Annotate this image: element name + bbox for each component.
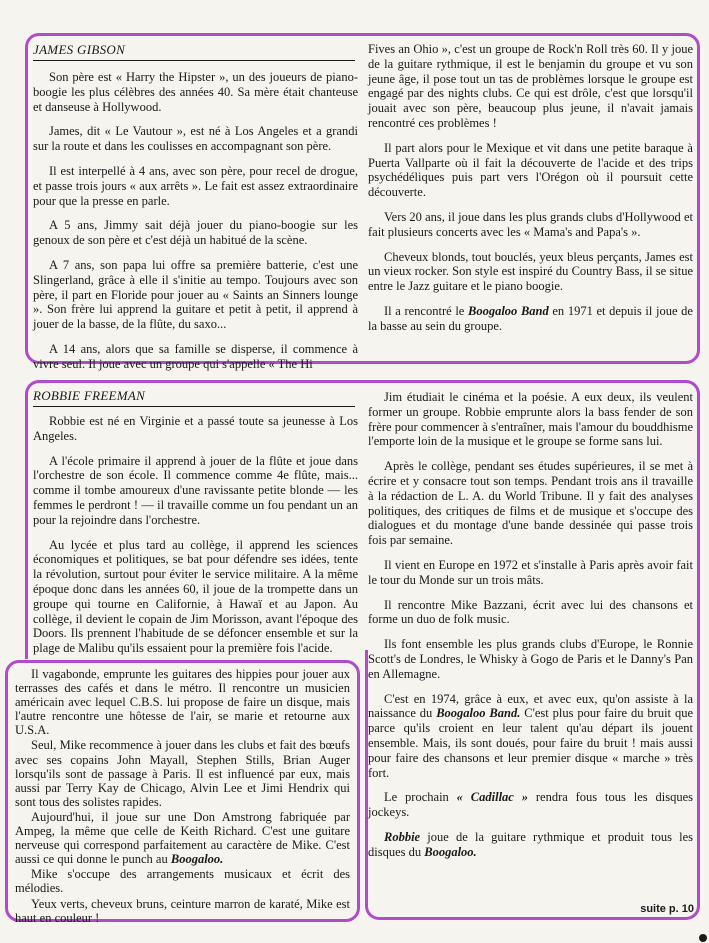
person-name: Robbie bbox=[384, 829, 421, 844]
text: C'est plus pour faire du bruit que parce qu'ils croient en leur talent qu'au départ ils jouent ensemble. Mais, ils sont doués, pour faire du bruit ! mais aussi pour faire des chansons et leur premier disque « marche » très fort. bbox=[368, 706, 693, 780]
paragraph: Cheveux blonds, tout bouclés, yeux bleus perçants, James est un vieux rocker. Son style est inspiré du Country Bass, il se situe entre le Jazz guitare et le piano boogie. bbox=[368, 249, 693, 294]
paragraph: Il part alors pour le Mexique et vit dans une petite baraque à Puerta Vallparte où il fait la découverte de l'acide et des trips psychédéliques puis part vers l'Orégon où il poursuit cette découverte. bbox=[368, 140, 693, 200]
paragraph bbox=[15, 810, 350, 866]
paragraph: A 5 ans, Jimmy sait déjà jouer du piano-boogie sur les genoux de son père et c'est déjà un habitué de la scène. bbox=[33, 218, 358, 248]
continued-note: suite p. 10 bbox=[640, 903, 694, 915]
paragraph: A l'école primaire il apprend à jouer de la flûte et joue dans l'orchestre de son école. Il commence comme 4e flûte, mais... comme il tombe amoureux d'une ravissante petite blonde — les femmes le perdront ! — il travaille comme un fou pendant un an pour la rejoindre dans l'orchestre. bbox=[33, 453, 358, 527]
freeman-right-column bbox=[368, 390, 693, 870]
text: C'est en 1974, grâce à eux, et avec eux, qu'on assiste à la naissance du bbox=[368, 691, 693, 721]
paragraph: Au lycée et plus tard au collège, il apprend les sciences économiques et politiques, se bat pour défendre ses idées, tente la révolution, surtout pour éviter le service militaire. A la même époque donc dans les années 60, il joue de la trompette dans un groupe qui tourne en Californie, à Hawaï et au Japon. Au collège, il devient le copain de Jim Morisson, avant l'époque des Doors. Ils prennent l'habitude de se défoncer ensemble et sur la plage de Malibu qu'ils essaient pour la première fois l'acide. bbox=[33, 537, 358, 656]
text: joue de la guitare rythmique et produit tous les disques du bbox=[368, 829, 693, 859]
text: rendra fous tous les disques jockeys. bbox=[368, 790, 694, 820]
paragraph bbox=[368, 790, 693, 820]
paragraph: James, dit « Le Vautour », est né à Los Angeles et a grandi sur la route et dans les coulisses en accompagnant son père. bbox=[33, 124, 358, 154]
text: Aujourd'hui, il joue sur une Don Amstrong fabriquée par Ampeg, la même que celle de Keith Richard. C'est une guitare nerveuse qui correspond parfaitement au caractère de Mike. C'est aussi ce qui donne le punch au bbox=[15, 809, 350, 867]
freeman-left-column bbox=[33, 414, 358, 666]
freeman-heading: ROBBIE FREEMAN bbox=[33, 388, 355, 407]
paragraph: Jim étudiait le cinéma et la poésie. A eux deux, ils veulent former un groupe. Robbie emprunte alors la bass fender de son frère pour commencer à s'entraîner, mais l'amour du bouddhisme l'emporte loin de la musique et le groupe se forme sans lui. bbox=[368, 390, 693, 449]
paragraph bbox=[368, 692, 693, 781]
band-name: Boogaloo. bbox=[170, 852, 224, 867]
paragraph: Yeux verts, cheveux bruns, ceinture marron de karaté, Mike est haut en couleur ! bbox=[15, 896, 350, 925]
paragraph: A 7 ans, son papa lui offre sa première batterie, c'est une Slingerland, grâce à elle il s'initie au tempo. Toujours avec son père, il part en Floride pour jouer au « Saints an Sinners lounge ». Son frère lui apprend la guitare et petit à petit, il apprend à jouer de la basse, de la flûte, du saxo... bbox=[33, 257, 358, 332]
band-name: Boogaloo Band bbox=[467, 303, 549, 318]
paragraph: Seul, Mike recommence à jouer dans les clubs et fait des bœufs avec ses copains John Mayall, Stephen Stills, Brian Auger lorsqu'ils sont de passage à Paris. Il est influencé par eux, mais aussi par Terry Kay de Chicago, Alvin Lee et Jimi Hendrix qui sont tous des solistes rapides. bbox=[15, 738, 350, 809]
paragraph: Il rencontre Mike Bazzani, écrit avec lui des chansons et forme un duo de folk music. bbox=[368, 597, 693, 627]
paragraph bbox=[368, 830, 693, 860]
gibson-left-column bbox=[33, 70, 358, 382]
text: Le prochain bbox=[384, 790, 457, 805]
text: Il a rencontré le bbox=[384, 303, 468, 318]
paragraph: Il vient en Europe en 1972 et s'installe à Paris après avoir fait le tour du Monde sur un trois mâts. bbox=[368, 557, 693, 587]
paragraph: Ils font ensemble les plus grands clubs d'Europe, le Ronnie Scott's de Londres, le Whisky à Gogo de Paris et le Danny's Pan en Allemagne. bbox=[368, 637, 693, 681]
page-corner-mark bbox=[699, 934, 707, 942]
paragraph: Vers 20 ans, il joue dans les plus grands clubs d'Hollywood et fait plusieurs concerts avec les « Mama's and Papa's ». bbox=[368, 209, 693, 239]
gibson-heading: JAMES GIBSON bbox=[33, 42, 355, 61]
paragraph: Fives an Ohio », c'est un groupe de Rock'n Roll très 60. Il y joue de la guitare rythmique, il est le benjamin du groupe et vu son jeune âge, il pose tout un tas de problèmes lorsque le groupe est engagé par des nights clubs. Ce qui est drôle, c'est que lorsqu'il jouait avec son père, beaucoup plus jeune, il n'avait jamais rencontré ces problèmes ! bbox=[368, 42, 693, 130]
paragraph: Il vagabonde, emprunte les guitares des hippies pour jouer aux terrasses des cafés et dans le métro. Il rencontre un musicien américain avec lequel C.B.S. lui propose de faire un disque, mais l'autre rencontre une hôtesse de l'air, se marie et retourne aux U.S.A. bbox=[15, 667, 350, 738]
paragraph bbox=[368, 304, 693, 334]
text: en 1971 et depuis il joue de la basse au sein du groupe. bbox=[368, 303, 693, 333]
paragraph: Après le collège, pendant ses études supérieures, il se met à écrire et y consacre tout son temps. Pendant trois ans il travaille à la rédaction de L. A. du World Tribune. Il y fait des analyses politiques, des critiques de films et de musique et s'occupe des dialogues et du montage d'une bande dessinée qui passe trois fois par semaine. bbox=[368, 459, 693, 548]
paragraph: Mike s'occupe des arrangements musicaux et écrit des mélodies. bbox=[15, 867, 350, 896]
paragraph: Robbie est né en Virginie et a passé toute sa jeunesse à Los Angeles. bbox=[33, 414, 358, 443]
band-name: Boogaloo Band. bbox=[436, 706, 521, 721]
album-name: « Cadillac » bbox=[456, 790, 528, 805]
paragraph: Son père est « Harry the Hipster », un des joueurs de piano-boogie les plus célèbres des années 40. Sa mère était chanteuse et danseuse à Hollywood. bbox=[33, 70, 358, 114]
band-name: Boogaloo. bbox=[424, 844, 477, 859]
paragraph: A 14 ans, alors que sa famille se disperse, il commence à vivre seul. Il joue avec un groupe qui s'appelle « The Hi bbox=[33, 341, 358, 371]
gibson-right-column bbox=[368, 42, 693, 344]
paragraph: Il est interpellé à 4 ans, avec son père, pour recel de drogue, et passe trois jours « aux arrêts ». Le fait est assez extraordinaire pour que la presse en parle. bbox=[33, 163, 358, 208]
mike-column bbox=[15, 667, 350, 926]
